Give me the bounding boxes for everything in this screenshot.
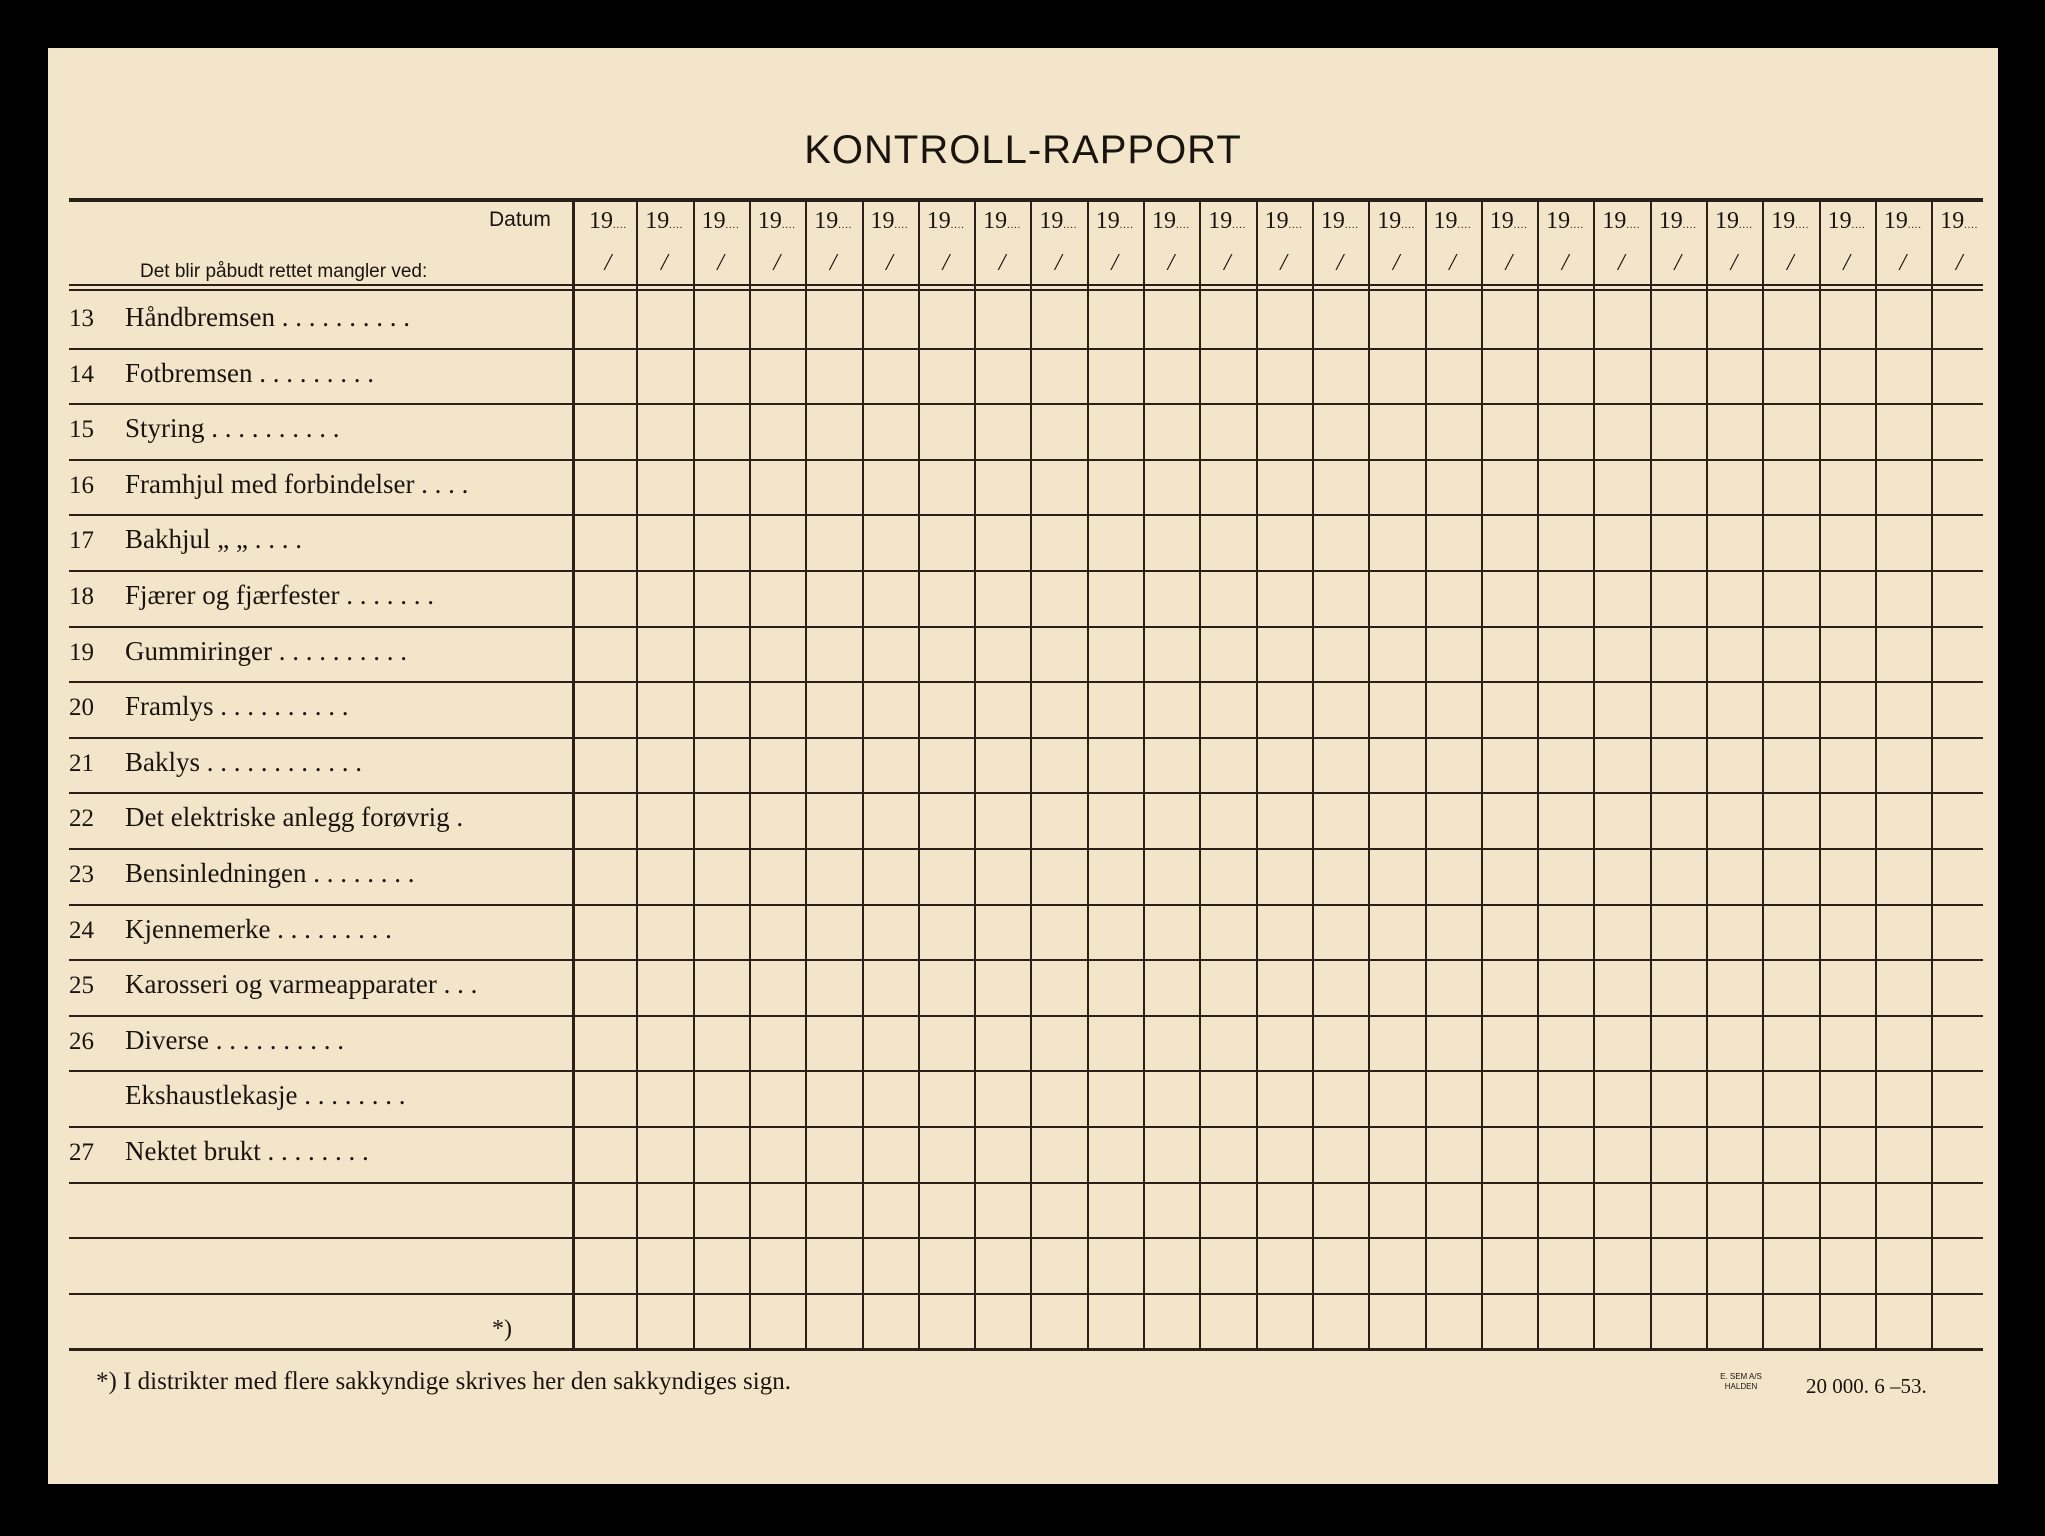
year-dots: ....: [1907, 220, 1922, 231]
row-rule: [69, 403, 1983, 405]
print-run: 20 000. 6 –53.: [1806, 1374, 1927, 1398]
date-column-separator: /: [1899, 250, 1907, 276]
year-prefix: 19: [1377, 208, 1402, 234]
date-column-separator: /: [604, 250, 612, 276]
item-number: 26: [69, 1027, 94, 1055]
date-column-separator: /: [1786, 250, 1794, 276]
date-column-year: [1143, 208, 1199, 235]
item-label: Baklys . . . . . . . . . . . .: [125, 746, 363, 777]
item-number: 25: [69, 972, 94, 1000]
year-prefix: 19: [983, 208, 1008, 234]
year-dots: ....: [1232, 220, 1247, 231]
item-number: 20: [69, 694, 94, 722]
item-number: 13: [69, 305, 94, 332]
year-dots: ....: [1851, 220, 1866, 231]
column-rule: [1762, 202, 1764, 1348]
printer-city: HALDEN: [1724, 1382, 1758, 1391]
row-rule: [69, 1293, 1983, 1295]
date-column-separator: /: [717, 250, 724, 276]
year-prefix: 19: [1883, 208, 1908, 234]
item-label: Gummiringer . . . . . . . . . .: [125, 635, 407, 666]
column-rule: [1425, 202, 1427, 1348]
year-dots: ....: [725, 220, 740, 231]
defects-header-label: Det blir påbudt rettet mangler ved:: [140, 261, 428, 282]
year-dots: ....: [1288, 220, 1303, 231]
year-dots: ....: [1964, 220, 1979, 231]
date-column-year: [1537, 208, 1593, 235]
item-number: 17: [69, 527, 94, 555]
item-label: Framhjul med forbindelser . . . .: [125, 468, 469, 499]
year-dots: ....: [1176, 220, 1190, 231]
date-column-separator: /: [1955, 250, 1963, 276]
item-number: 21: [69, 749, 94, 777]
date-column-separator: /: [1674, 250, 1682, 276]
year-dots: ....: [613, 220, 627, 231]
year-dots: ....: [1513, 220, 1528, 231]
year-dots: ....: [838, 220, 853, 231]
date-column-year: [1762, 208, 1818, 235]
date-column-separator: /: [942, 250, 950, 276]
date-column-year: [805, 208, 861, 235]
item-label: Kjennemerke . . . . . . . . .: [125, 913, 392, 944]
header-rule-1: [69, 284, 1983, 286]
header-rule-2: [69, 289, 1983, 291]
date-column-separator: /: [773, 250, 781, 276]
date-column-separator: /: [1223, 250, 1231, 276]
date-column-separator: /: [998, 250, 1006, 276]
item-number: 19: [69, 638, 94, 666]
date-column-year: [918, 208, 974, 235]
column-rule: [693, 202, 695, 1348]
year-dots: ....: [781, 220, 796, 231]
date-column-year: [974, 208, 1030, 235]
column-rule: [974, 202, 976, 1348]
year-prefix: 19: [1602, 208, 1627, 234]
form-title: KONTROLL-RAPPORT: [804, 128, 1242, 172]
year-dots: ....: [669, 220, 684, 231]
item-label: Bensinledningen . . . . . . . .: [125, 858, 415, 888]
year-prefix: 19: [645, 208, 670, 234]
year-dots: ....: [1682, 220, 1697, 231]
column-rule: [636, 202, 638, 1348]
date-column-year: [1256, 208, 1312, 235]
year-dots: ....: [1007, 220, 1022, 231]
year-prefix: 19: [1208, 208, 1233, 234]
column-rule: [1368, 202, 1370, 1348]
date-column-separator: /: [1167, 250, 1175, 276]
row-rule: [69, 348, 1983, 350]
year-dots: ....: [1626, 220, 1641, 231]
item-number: 15: [69, 416, 94, 444]
year-prefix: 19: [1489, 208, 1514, 234]
table-top-rule: [69, 198, 1983, 202]
date-column-year: [1931, 208, 1987, 235]
column-rule: [1593, 202, 1595, 1348]
year-dots: ....: [950, 220, 965, 231]
row-rule: [69, 459, 1983, 461]
item-number: 24: [69, 916, 94, 944]
year-prefix: 19: [1940, 208, 1965, 234]
column-rule: [1312, 202, 1314, 1348]
column-rule: [1537, 202, 1539, 1348]
year-prefix: 19: [1039, 208, 1064, 234]
year-dots: ....: [1739, 220, 1753, 231]
date-column-separator: /: [829, 250, 837, 276]
column-rule: [862, 202, 864, 1348]
date-column-year: [1706, 208, 1762, 235]
year-prefix: 19: [1658, 208, 1683, 234]
year-prefix: 19: [870, 208, 895, 234]
year-prefix: 19: [1771, 208, 1796, 234]
signature-marker: *): [492, 1316, 512, 1342]
year-dots: ....: [1344, 220, 1359, 231]
year-prefix: 19: [1264, 208, 1289, 234]
year-prefix: 19: [1433, 208, 1458, 234]
datum-label: Datum: [489, 208, 551, 231]
item-label: Fotbremsen . . . . . . . . .: [125, 357, 374, 388]
item-label: Karosseri og varmeapparater . . .: [125, 969, 478, 1000]
item-number: 23: [69, 861, 94, 888]
year-dots: ....: [1063, 220, 1078, 231]
year-dots: ....: [1457, 220, 1472, 231]
row-rule: [69, 1015, 1983, 1017]
date-column-year: [580, 208, 636, 235]
date-column-separator: /: [1336, 250, 1344, 276]
year-dots: ....: [1401, 220, 1416, 231]
date-column-year: [1819, 208, 1875, 235]
column-rule: [749, 202, 751, 1348]
column-rule: [805, 202, 807, 1348]
year-prefix: 19: [701, 208, 726, 234]
item-label: Det elektriske anlegg forøvrig .: [125, 802, 464, 833]
row-rule: [69, 959, 1983, 961]
column-rule: [1819, 202, 1821, 1348]
date-column-separator: /: [1561, 250, 1569, 276]
year-prefix: 19: [757, 208, 782, 234]
item-label: Styring . . . . . . . . . .: [125, 413, 340, 444]
row-rule: [69, 792, 1983, 794]
row-rule: [69, 1237, 1983, 1239]
column-rule: [918, 202, 920, 1348]
date-column-year: [1030, 208, 1086, 235]
row-rule: [69, 1126, 1983, 1128]
row-rule: [69, 1182, 1983, 1184]
date-column-year: [1650, 208, 1706, 235]
column-rule: [1481, 202, 1483, 1348]
year-prefix: 19: [1546, 208, 1571, 234]
date-column-year: [1593, 208, 1649, 235]
column-rule: [1706, 202, 1708, 1348]
column-rule: [1199, 202, 1201, 1348]
item-label: Nektet brukt . . . . . . . .: [125, 1136, 369, 1166]
date-column-separator: /: [1280, 250, 1287, 276]
date-column-separator: /: [1449, 250, 1456, 276]
date-column-separator: /: [1505, 250, 1513, 276]
row-rule: [69, 626, 1983, 628]
column-rule: [1256, 202, 1258, 1348]
column-rule: [1875, 202, 1877, 1348]
footnote: *) I distrikter med flere sakkyndige skrives her den sakkyndiges sign.: [96, 1368, 791, 1395]
date-column-year: [1312, 208, 1368, 235]
date-column-year: [1087, 208, 1143, 235]
item-number: 18: [69, 583, 94, 610]
row-rule: [69, 681, 1983, 683]
item-number: 14: [69, 360, 94, 388]
label-column-divider: [572, 198, 575, 1348]
date-column-year: [1368, 208, 1424, 235]
date-column-separator: /: [1392, 250, 1400, 276]
date-column-year: [1425, 208, 1481, 235]
date-column-year: [749, 208, 805, 235]
date-column-year: [636, 208, 692, 235]
year-prefix: 19: [1827, 208, 1852, 234]
date-column-separator: /: [1843, 250, 1850, 276]
year-prefix: 19: [814, 208, 839, 234]
year-prefix: 19: [926, 208, 951, 234]
row-rule: [69, 848, 1983, 850]
row-rule: [69, 570, 1983, 572]
column-rule: [1087, 202, 1089, 1348]
date-column-year: [1875, 208, 1931, 235]
column-rule: [1931, 202, 1933, 1348]
year-dots: ....: [1795, 220, 1810, 231]
date-column-separator: /: [1618, 250, 1625, 276]
column-rule: [1143, 202, 1145, 1348]
year-prefix: 19: [1152, 208, 1176, 234]
item-label: Diverse . . . . . . . . . .: [125, 1024, 344, 1055]
control-report-card: [48, 48, 1998, 1484]
row-rule: [69, 514, 1983, 516]
date-column-separator: /: [1730, 250, 1738, 276]
year-prefix: 19: [1320, 208, 1345, 234]
item-label: Bakhjul „ „ . . . .: [125, 524, 302, 555]
year-dots: ....: [1570, 220, 1585, 231]
printer-mark: [1696, 1372, 1786, 1392]
date-column-year: [862, 208, 918, 235]
item-number: 16: [69, 471, 94, 499]
row-rule: [69, 1070, 1983, 1072]
item-label: Ekshaustlekasje . . . . . . . .: [125, 1080, 406, 1111]
column-rule: [1030, 202, 1032, 1348]
item-label: Håndbremsen . . . . . . . . . .: [125, 302, 410, 332]
date-column-separator: /: [1111, 250, 1119, 276]
date-column-separator: /: [1055, 250, 1062, 276]
date-column-separator: /: [660, 250, 668, 276]
item-number: 27: [69, 1139, 94, 1166]
year-prefix: 19: [1715, 208, 1739, 234]
column-rule: [1650, 202, 1652, 1348]
date-column-year: [1199, 208, 1255, 235]
date-column-separator: /: [886, 250, 893, 276]
item-label: Fjærer og fjærfester . . . . . . .: [125, 580, 434, 610]
date-column-year: [1481, 208, 1537, 235]
item-number: 22: [69, 805, 94, 833]
year-dots: ....: [894, 220, 909, 231]
row-rule: [69, 904, 1983, 906]
year-prefix: 19: [1095, 208, 1120, 234]
printer-name: E. SEM A/S: [1720, 1372, 1762, 1381]
row-rule: [69, 737, 1983, 739]
year-dots: ....: [1119, 220, 1134, 231]
date-column-year: [693, 208, 749, 235]
item-label: Framlys . . . . . . . . . .: [125, 691, 349, 722]
table-bottom-rule: [69, 1348, 1983, 1351]
year-prefix: 19: [589, 208, 613, 234]
